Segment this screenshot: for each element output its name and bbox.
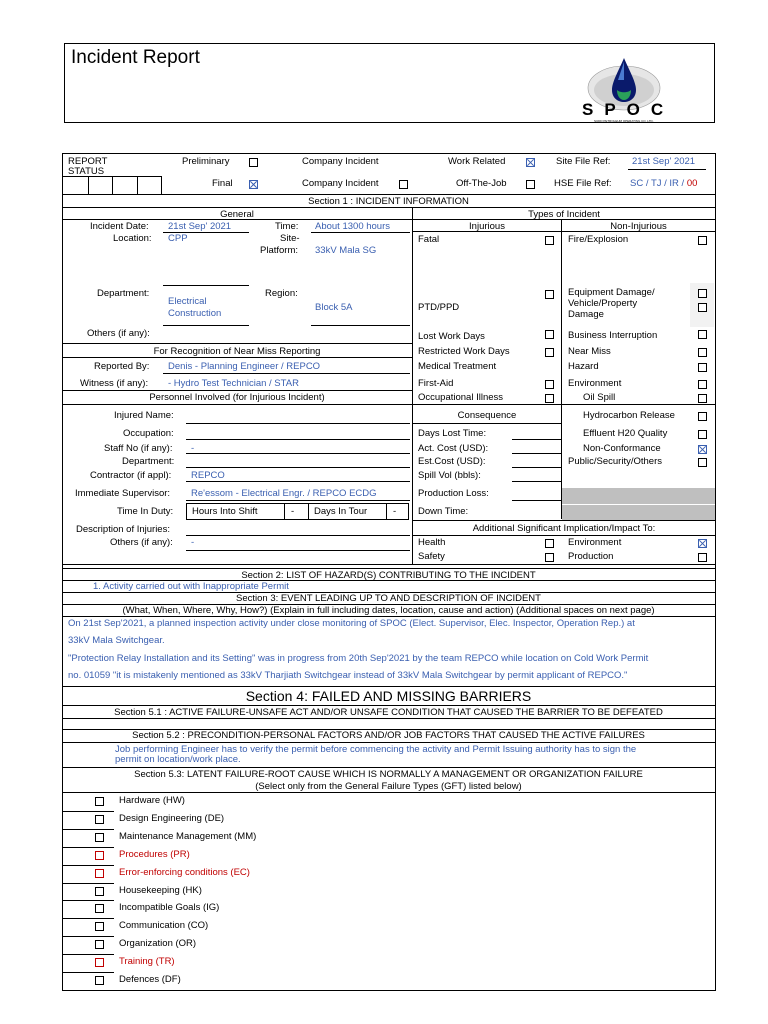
rule: [62, 705, 715, 706]
region-value: Block 5A: [315, 302, 353, 313]
effluent-checkbox[interactable]: [698, 430, 707, 439]
down-time-label: Down Time:: [418, 506, 469, 517]
rule: [186, 439, 410, 440]
rule: [62, 219, 715, 220]
gft-checkbox[interactable]: [95, 887, 104, 896]
rule: [62, 616, 715, 617]
hours-into-shift-label: Hours Into Shift: [192, 506, 258, 517]
rule: [186, 500, 410, 501]
company-incident-label-2: Company Incident: [302, 178, 379, 189]
environment-2-label: Environment: [568, 537, 622, 548]
days-in-tour-value: -: [393, 506, 397, 517]
gft-row-rule: [62, 918, 114, 919]
site-platform-value: 33kV Mala SG: [315, 245, 377, 256]
rule: [186, 453, 410, 454]
occupation-label: Occupation:: [123, 428, 174, 439]
section52-title: Section 5.2 : PRECONDITION-PERSONAL FACTORS AND/OR JOB FACTORS THAT CAUSED THE ACTIVE FAILURES: [132, 730, 645, 741]
section2-title: Section 2: LIST OF HAZARD(S) CONTRIBUTING TO THE INCIDENT: [241, 570, 536, 581]
environment-checkbox[interactable]: [698, 380, 707, 389]
site-file-ref-value: 21st Sep' 2021: [632, 156, 696, 167]
rule: [412, 207, 413, 564]
incident-date-label: Incident Date:: [90, 221, 149, 232]
rule: [311, 232, 410, 233]
gft-label: Communication (CO): [119, 920, 209, 932]
section4-title: Section 4: FAILED AND MISSING BARRIERS: [245, 688, 532, 704]
hours-into-shift-value: -: [291, 506, 295, 517]
rule: [62, 390, 412, 391]
rule: [412, 535, 715, 536]
near-miss-checkbox[interactable]: [698, 348, 707, 357]
gft-row-rule: [62, 900, 114, 901]
equipment-damage-label-2: Vehicle/Property: [568, 298, 638, 309]
gft-checkbox[interactable]: [95, 797, 104, 806]
gft-row-rule: [62, 829, 114, 830]
supervisor-value: Re'essom - Electrical Engr. / REPCO ECDG: [191, 488, 377, 499]
time-in-duty-label: Time In Duty:: [117, 506, 174, 517]
department-value-2: Construction: [168, 308, 222, 319]
gft-label: Hardware (HW): [119, 795, 185, 806]
hazard-checkbox[interactable]: [698, 363, 707, 372]
public-security-checkbox[interactable]: [698, 458, 707, 467]
health-label: Health: [418, 537, 446, 548]
gft-label: Design Engineering (DE): [119, 812, 225, 824]
medical-treatment-label: Medical Treatment: [418, 361, 497, 372]
rule: [62, 990, 715, 991]
equipment-damage-label-3: Damage: [568, 309, 604, 320]
rule: [186, 550, 410, 551]
gft-label: Error-enforcing conditions (EC): [119, 866, 250, 878]
personnel-title: Personnel Involved (for Injurious Incident): [149, 392, 325, 403]
gft-label: Defences (DF): [119, 974, 181, 985]
restricted-work-days-label: Restricted Work Days: [418, 346, 510, 357]
non-injurious-header: Non-Injurious: [610, 221, 667, 232]
gft-checkbox[interactable]: [95, 940, 104, 949]
staff-no-value: -: [191, 443, 195, 454]
off-the-job-checkbox[interactable]: [526, 180, 535, 189]
rule: [186, 467, 410, 468]
public-security-label: Public/Security/Others: [568, 456, 662, 467]
witness-label: Witness (if any):: [80, 378, 149, 389]
time-value: About 1300 hours: [315, 221, 391, 232]
types-header: Types of Incident: [528, 209, 600, 220]
non-conformance-label: Non-Conformance: [583, 443, 661, 454]
consequence-header: Consequence: [457, 410, 517, 421]
rule: [311, 325, 410, 326]
gft-row-rule: [62, 954, 114, 955]
rule: [512, 439, 561, 440]
production-loss-label: Production Loss:: [418, 488, 489, 499]
gft-row-rule: [62, 936, 114, 937]
section3-title: Section 3: EVENT LEADING UP TO AND DESCRIPTION OF INCIDENT: [236, 593, 541, 604]
equipment-damage-label-1: Equipment Damage/: [568, 287, 655, 298]
staff-no-label: Staff No (if any):: [104, 443, 173, 454]
oil-spill-checkbox[interactable]: [698, 394, 707, 403]
lost-work-days-label: Lost Work Days: [418, 331, 485, 342]
report-status-label: REPORT STATUS: [68, 156, 108, 177]
location-value: CPP: [168, 233, 188, 244]
description-line-4: no. 01059 "it is mistakenly mentioned as 33kV Tharjiath Switchgear instead of 33kV Mala Switchgear by permit applicant of REPCO.": [68, 670, 628, 681]
time-label: Time:: [275, 221, 299, 232]
fatal-label: Fatal: [418, 234, 440, 245]
gft-checkbox[interactable]: [95, 815, 104, 824]
gft-label: Procedures (PR): [119, 848, 190, 860]
gft-row-rule: [62, 847, 114, 848]
environment-label: Environment: [568, 378, 622, 389]
oil-spill-label: Oil Spill: [583, 392, 616, 403]
gft-label: Housekeeping (HK): [119, 884, 202, 896]
section52-text-1: Job performing Engineer has to verify the permit before commencing the activity and Permit Issuing authority has to sign the: [115, 744, 637, 755]
rule: [112, 176, 113, 194]
first-aid-checkbox[interactable]: [545, 380, 554, 389]
gft-checkbox[interactable]: [95, 904, 104, 913]
rule: [163, 373, 410, 374]
rule: [137, 176, 138, 194]
section3-subtitle: (What, When, Where, Why, How?) (Explain in full including dates, location, cause and action) (Additional spaces on next page): [122, 605, 655, 616]
hse-file-ref-suffix: 00: [686, 178, 698, 189]
work-related-checkbox[interactable]: [526, 158, 535, 167]
contractor-value: REPCO: [191, 470, 225, 481]
days-lost-label: Days Lost Time:: [418, 428, 487, 439]
rule: [512, 481, 561, 482]
general-header: General: [220, 209, 254, 220]
right-border: [715, 153, 716, 991]
fatal-checkbox[interactable]: [545, 236, 554, 245]
safety-label: Safety: [418, 551, 445, 562]
rule: [186, 423, 410, 424]
grey-cell-1: [562, 488, 715, 504]
rule: [163, 285, 249, 286]
logo-subtitle: SUDD PETROLEUM OPERATING CO. LTD.: [594, 119, 654, 123]
rule: [62, 742, 715, 743]
hydrocarbon-release-checkbox[interactable]: [698, 412, 707, 421]
company-incident-label-1: Company Incident: [302, 156, 379, 167]
site-platform-label-1: Site-: [280, 233, 300, 244]
supervisor-label: Immediate Supervisor:: [75, 488, 171, 499]
gft-label: Organization (OR): [119, 938, 197, 950]
hse-file-ref-prefix: SC / TJ / IR /: [630, 178, 687, 189]
region-label: Region:: [265, 288, 298, 299]
lost-work-days-checkbox[interactable]: [545, 330, 554, 339]
gft-row-rule: [62, 811, 114, 812]
gft-checkbox[interactable]: [95, 922, 104, 931]
est-cost-label: Est.Cost (USD):: [418, 456, 486, 467]
near-miss-title: For Recognition of Near Miss Reporting: [153, 346, 321, 357]
hse-file-ref-label: HSE File Ref:: [554, 178, 612, 189]
rule: [386, 503, 387, 520]
rule: [163, 325, 249, 326]
reported-by-label: Reported By:: [94, 361, 150, 372]
gft-label: Incompatible Goals (IG): [119, 902, 220, 914]
rule: [412, 520, 715, 521]
others-2-label: Others (if any):: [110, 537, 173, 548]
off-the-job-label: Off-The-Job: [456, 178, 507, 189]
ptd-ppd-label: PTD/PPD: [418, 302, 460, 313]
preliminary-checkbox[interactable]: [249, 158, 258, 167]
rule: [412, 231, 715, 232]
description-line-2: 33kV Mala Switchgear.: [68, 635, 165, 646]
gft-row-rule: [62, 972, 114, 973]
fire-explosion-label: Fire/Explosion: [568, 234, 629, 245]
final-checkbox[interactable]: [249, 180, 258, 189]
occupational-illness-label: Occupational Illness: [418, 392, 504, 403]
near-miss-label: Near Miss: [568, 346, 611, 357]
department-label: Department:: [97, 288, 150, 299]
section53-subtitle: (Select only from the General Failure Types (GFT) listed below): [255, 781, 522, 792]
section1-title: Section 1 : INCIDENT INFORMATION: [308, 196, 469, 207]
days-in-tour-label: Days In Tour: [314, 506, 368, 517]
gft-label: Training (TR): [119, 956, 175, 968]
ptd-ppd-checkbox[interactable]: [545, 290, 554, 299]
department-2-label: Department:: [122, 456, 175, 467]
effluent-label: Effluent H20 Quality: [583, 428, 668, 439]
description-line-3: "Protection Relay Installation and its Setting" was in progress from 20th Sep'2021 by the team REPCO while location on Cold Work Permit: [68, 653, 649, 664]
gft-checkbox[interactable]: [95, 851, 104, 860]
page-title: Incident Report: [71, 47, 200, 68]
section53-title: Section 5.3: LATENT FAILURE-ROOT CAUSE WHICH IS NORMALLY A MANAGEMENT OR ORGANIZATION FAILURE: [134, 769, 643, 780]
rule: [62, 153, 715, 154]
rule: [62, 343, 412, 344]
additional-header: Additional Significant Implication/Impact To:: [472, 523, 656, 534]
rule: [512, 500, 561, 501]
rule: [62, 718, 715, 719]
section51-title: Section 5.1 : ACTIVE FAILURE-UNSAFE ACT AND/OR UNSAFE CONDITION THAT CAUSED THE BARRIER TO BE DEFEATED: [114, 707, 663, 718]
section52-text-2: permit on location/work place.: [115, 754, 241, 765]
injured-name-label: Injured Name:: [114, 410, 174, 421]
others-label: Others (if any):: [87, 328, 150, 339]
location-label: Location:: [113, 233, 152, 244]
gft-checkbox[interactable]: [95, 958, 104, 967]
gft-row-rule: [62, 865, 114, 866]
equipment-damage-checkbox[interactable]: [698, 289, 707, 298]
rule: [412, 423, 561, 424]
first-aid-label: First-Aid: [418, 378, 454, 389]
final-label: Final: [212, 178, 233, 189]
act-cost-label: Act. Cost (USD):: [418, 443, 489, 454]
hydrocarbon-release-label: Hydrocarbon Release: [583, 410, 675, 421]
hazard-item-1: 1. Activity carried out with Inappropriate Permit: [93, 581, 289, 592]
production-checkbox[interactable]: [698, 553, 707, 562]
site-file-ref-label: Site File Ref:: [556, 156, 611, 167]
work-related-label: Work Related: [448, 156, 506, 167]
health-checkbox[interactable]: [545, 539, 554, 548]
gft-row-rule: [62, 883, 114, 884]
rule: [88, 176, 89, 194]
rule: [62, 194, 715, 195]
gft-label: Maintenance Management (MM): [119, 830, 257, 842]
rule: [308, 503, 309, 520]
rule: [186, 481, 410, 482]
spill-vol-label: Spill Vol (bbls):: [418, 470, 481, 481]
others-2-value: -: [191, 537, 195, 548]
hazard-label: Hazard: [568, 361, 599, 372]
logo-text: SPOC: [582, 100, 675, 119]
business-interruption-checkbox[interactable]: [698, 330, 707, 339]
rule: [62, 564, 715, 565]
incident-date-value: 21st Sep' 2021: [168, 221, 232, 232]
rule: [62, 767, 715, 768]
safety-checkbox[interactable]: [545, 553, 554, 562]
rule: [62, 404, 715, 405]
restricted-work-days-checkbox[interactable]: [545, 348, 554, 357]
injurious-header: Injurious: [469, 221, 505, 232]
gft-checkbox[interactable]: [95, 869, 104, 878]
rule: [62, 686, 715, 687]
fire-explosion-checkbox[interactable]: [698, 236, 707, 245]
contractor-label: Contractor (if appl):: [90, 470, 172, 481]
non-conformance-checkbox[interactable]: [698, 445, 707, 454]
witness-value: - Hydro Test Technician / STAR: [168, 378, 299, 389]
rule: [62, 207, 715, 208]
rule: [161, 176, 162, 194]
rule: [284, 503, 285, 520]
gft-checkbox[interactable]: [95, 976, 104, 985]
rule: [561, 219, 562, 519]
department-value-1: Electrical: [168, 296, 207, 307]
grey-cell-2: [562, 505, 715, 520]
gft-checkbox[interactable]: [95, 833, 104, 842]
reported-by-value: Denis - Planning Engineer / REPCO: [168, 361, 321, 372]
company-incident-checkbox[interactable]: [399, 180, 408, 189]
hse-file-ref-value: [630, 178, 697, 189]
rule: [512, 467, 561, 468]
rule: [62, 792, 715, 793]
environment-2-checkbox[interactable]: [698, 539, 707, 548]
rule: [62, 357, 412, 358]
rule: [186, 535, 410, 536]
preliminary-label: Preliminary: [182, 156, 230, 167]
production-label: Production: [568, 551, 614, 562]
description-of-injuries-label: Description of Injuries:: [76, 524, 170, 535]
site-platform-label-2: Platform:: [260, 245, 299, 256]
vehicle-property-damage-checkbox[interactable]: [698, 303, 707, 312]
description-line-1: On 21st Sep'2021, a planned inspection activity under close monitoring of SPOC (Elect. Supervisor, Elec. Inspector, Operation Rep.) at: [68, 618, 635, 629]
rule: [62, 568, 715, 569]
rule: [628, 169, 706, 170]
business-interruption-label: Business Interruption: [568, 330, 658, 341]
occupational-illness-checkbox[interactable]: [545, 394, 554, 403]
rule: [512, 453, 561, 454]
